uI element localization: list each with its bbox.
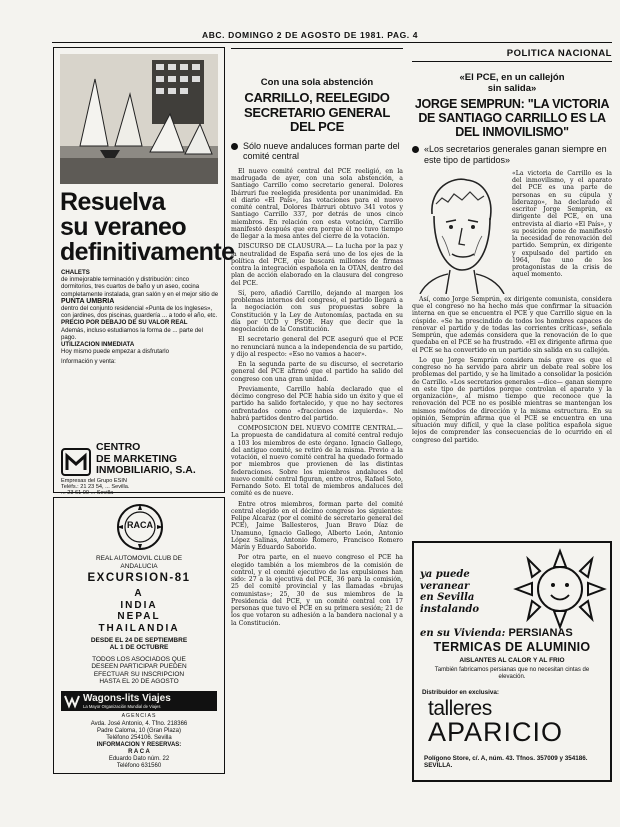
article2-bullet-text: «Los secretarios generales ganan siempre en este tipo de partidos» (424, 144, 607, 165)
article2-side-text: «La victoria de Carrillo es la del inmovilismo, y el aparato del PCE es una parte de personas en su cúpula y liderazgo», ha declarado el escritor Jorge Semprún, ex dirigente del PCE, en una entrevista al diario «El País», y su posición pone de manifiesto la necesidad de renovación del partido. Semprún, ex dirigente y expulsado del partido en 1964, fue uno de los protagonistas de la crisis de aquel momento. (512, 169, 612, 279)
section-rule (412, 61, 612, 62)
article-carrillo (231, 48, 403, 813)
aparicio-intro-2: veranear (420, 580, 470, 592)
raca-addr-1: Avda. José Antonio, 4. Tfno. 218366 (90, 721, 188, 727)
ad-resuelva (53, 47, 235, 497)
sailboats-photo (60, 54, 218, 184)
raca-club-1: REAL AUTOMOVIL CLUB DE (95, 555, 183, 562)
article1-top-rule (231, 48, 403, 49)
ad-company-2: DE MARKETING (96, 452, 178, 465)
article2-kicker-1: «El PCE, en un callejón (459, 72, 565, 84)
ad-headline-3: definitivamente (60, 238, 235, 266)
aparicio-intro-1: ya puede (420, 569, 470, 580)
article1-bullet-text: Sólo nueve andaluces forman parte del comité central (243, 140, 400, 162)
wagons-name: Wagons-lits Viajes (83, 693, 171, 704)
wagons-agencies: AGENCIAS (121, 713, 157, 719)
bullet-icon (231, 143, 238, 150)
raca-addr-7: Teléfono 631560 (116, 763, 162, 769)
ad-chalets: CHALETS (61, 269, 90, 276)
cmi-logo (61, 448, 91, 476)
article-semprun (412, 48, 612, 538)
aparicio-product-2: TERMICAS DE ALUMINIO (433, 640, 591, 654)
raca-dest-2: NEPAL (117, 611, 161, 622)
article2-title: JORGE SEMPRUN: "LA VICTORIA DE SANTIAGO CARRILLO ES LA DEL INMOVILISMO" (414, 97, 610, 140)
section-label: POLITICA NACIONAL (506, 48, 612, 59)
ad-text-2: dentro del conjunto residencial «Punta de los Ingleses», con jardines, dos piscinas, guardería ... a todo el año, etc. (61, 305, 218, 320)
article1-bullet (231, 141, 403, 162)
raca-addr-3: Teléfono 254106. Sevilla (106, 735, 172, 741)
article1-para: Por otra parte, en el nuevo congreso el PCE ha elegido también a los miembros de la comisión de control, y el comité ejecutivo de las expulsiones han sido: 27 a la ejecutiva del PCE, 36 para la comisión, 25 del comité provincial y las llamadas «brujas comunistas»; 25, 30 de sus miembros de la Presidencia del PCE, y un comité central con 17 personas que tuvo el PCE en su primera sesión; 21 de los que votaron su adhesión a la bandera nacional y a la Constitución. (231, 554, 403, 627)
raca-addr-2: Padre Caloma, 10 (Gran Plaza) (96, 728, 182, 734)
ad-footer-2: Teléfs.: 21 23 54, ... Sevilla. (61, 484, 130, 491)
ad-footer-1: Empresas del Grupo ESIN (61, 478, 127, 484)
raca-notice-2: DESEEN PARTICIPAR PUEDEN (91, 663, 187, 671)
article2-kicker-2: sin salida» (487, 83, 537, 95)
wagons-lits-icon (64, 693, 80, 709)
ad-punta-umbria: PUNTA UMBRIA (61, 297, 115, 305)
raca-date-2: AL 1 DE OCTUBRE (109, 644, 169, 652)
ad-company-1: CENTRO (96, 441, 141, 453)
semprun-portrait (412, 170, 508, 294)
article1-para: COMPOSICION DEL NUEVO COMITE CENTRAL.— La propuesta de candidatura al comité central redujo a 103 los miembros de este órgano. Ignacio Gallego, del antiguo comité, se retiró de la misma. Previo a la votación, el nuevo comité central ha quedado formado por miembros que provienen de las distintas federaciones. Sobre los miembros andaluces del nuevo comité central figuran, entre otros, Rafael Soto, Fernando Soto. El total de miembros andaluces del comité es de nueve. (231, 425, 403, 498)
article1-para: Entre otros miembros, forman parte del comité central elegido en el décimo congreso los siguientes: Felipe Alcaraz (por el comité de secretario general del PCE), Jaime Ballesteros, Juan Bravo Díaz de Unamuno, Ignacio Gallego, Alberto León, Antonio López Salinas, Antonio Romero, Francisco Romero Marín y Eduardo Saborido. (231, 500, 403, 552)
header-rule (52, 42, 612, 43)
ad-utilizacion: UTILIZACION INMEDIATA (61, 341, 135, 349)
aparicio-intro-4: instalando (420, 603, 480, 615)
ad-text-1: de inmejorable terminación y distribución: cinco dormitorios, tres cuartos de baño y un aseo, cocina completamente instalada, gran salón y en el mejor sitio de (61, 276, 219, 298)
article2-para: Así, como Jorge Semprún, ex dirigente comunista, considera que el congreso no ha hecho más que confirmar la situación interna en que se encuentra el PCE y que Carrillo sigue en la cúspide. «Se ha prescindido de todos los hombres capaces de renovar el partido y de todas las corrientes críticas», señala Semprún, que además considera que la renovación de lo que quedaba en el PCE se ha frustrado. «El ex dirigente afirma que el PCE se ha convertido en un partido sin salida en su callejón. (412, 295, 612, 354)
sun-icon (510, 547, 610, 631)
article1-para: DISCURSO DE CLAUSURA.— La lucha por la paz y la neutralidad de España será uno de los ejes de la política del PCE, que buscará millones de firmas contra la integración española en la OTAN, dentro del plan de acción elaborado en la clausura del congreso del PCE. (231, 243, 403, 287)
raca-dest-3: THAILANDIA (98, 622, 180, 634)
raca-notice-1: TODOS LOS ASOCIADOS QUE (92, 656, 186, 663)
article2-para: Lo que Jorge Semprún considera más grave es que el congreso no ha servido para abrir un debate real sobre los problemas del partido, y se ha limitado a consolidar la posición de Carrillo. «Los secretarios generales —dice— ganan siempre en este tipo de partidos porque controlan el aparato y la organización», al mismo tiempo que reconoce que la renovación del PCE no es posible mientras se mantengan los mismos métodos de dirección y la misma estructura. En su opinión, Semprún afirma que el PCE se encuentra en una situación muy difícil, y que la clase política española sigue lejos de comprender las consecuencias de lo ocurrido en el congreso del partido. (412, 356, 612, 444)
article1-para: Previamente, Carrillo había declarado que el décimo congreso del PCE había sido un éxito y que el partido ha salido fortalecido, y que no hay sectores enfrentados como «fracciones de izquierda». No habrá partidos dentro del partido. (231, 385, 403, 422)
aparicio-address: Polígono Store, c/. A, núm. 43. Tfnos. 357009 y 354186. SEVILLA. (424, 755, 588, 770)
ad-company-3: INMOBILIARIO, S.A. (96, 464, 196, 476)
ad-raca (53, 497, 225, 774)
aparicio-product-1: PERSIANAS (508, 627, 573, 639)
ad-aparicio (412, 541, 612, 782)
raca-dest-1: INDIA (120, 599, 158, 611)
article1-para: El nuevo comité central del PCE reeligió, en la madrugada de ayer, con una sola abstención, a Santiago Carrillo como secretario general. Dolores Ibárruri fue reelegida presidenta por unanimidad. En el diario «El País», las votaciones para el nuevo comité central, Dolores Ibárruri obtuvo 341 votos y Santiago Carrillo 337, por detrás de unos cinco miembros. En relación con esta votación, Carrillo manifestó después que era porque él no tuvo tiempo de llegar a la mesa antes del cierre de la votación. (231, 167, 403, 241)
raca-a: A (134, 588, 144, 599)
ad-headline-2: su veraneo (60, 213, 187, 241)
article1-para: Sí, pero, añadió Carrillo, dejando al margen los problemas internos del congreso, el partido llegará a la negociación con sus propuestas sobre la Constitución y la Ley de Autonomías, pactada en su día por UCD y PSOE. Hay que decir que la negociación de la Constitución. (231, 289, 403, 334)
raca-addr-4: INFORMACION Y RESERVAS: (96, 742, 182, 748)
article1-kicker: Con una sola abstención (260, 77, 374, 89)
aparicio-intro-5: en su Vivienda: (420, 628, 506, 639)
wagons-sub: La Mayor Organización Mundial de Viajes (83, 704, 161, 709)
raca-club-2: ANDALUCIA (120, 562, 158, 570)
aparicio-dist: Distribuidor en exclusiva: (422, 689, 499, 696)
ad-footer-3: ... 23 61 00 ... Sevilla (61, 490, 114, 497)
article1-para: El secretario general del PCE aseguró que el PCE no renunciará nunca a la independencia de su partido, y dijo al respecto: «Eso no vamos a hacer». (231, 336, 403, 358)
raca-notice-3: EFECTUAR SU INSCRIPCION (93, 670, 185, 678)
ad-headline-1: Resuelva (60, 188, 165, 216)
aparicio-note: También fabricamos persianas que no necesitan cintas de elevación. (434, 667, 590, 680)
page-header: ABC. DOMINGO 2 DE AGOSTO DE 1981. PAG. 4 (201, 30, 419, 40)
bullet-icon (412, 146, 419, 153)
article2-bullet (412, 144, 612, 164)
raca-addr-6: Eduardo Dato núm. 22 (108, 756, 170, 762)
aparicio-brand-1: talleres (428, 697, 492, 720)
raca-notice-4: HASTA EL 20 DE AGOSTO (99, 677, 179, 685)
aparicio-intro-3: en Sevilla (420, 592, 475, 603)
article1-title: CARRILLO, REELEGIDO SECRETARIO GENERAL DEL PCE (243, 90, 391, 135)
ad-text-4: Hoy mismo puede empezar a disfrutarlo (61, 348, 170, 356)
ad-text-3: Además, incluso estudiamos la forma de ... parte del pago. (61, 326, 203, 341)
ad-photo (60, 54, 218, 184)
raca-logo-text: RACA (127, 520, 153, 530)
raca-date-1: DESDE EL 24 DE SEPTIEMBRE (90, 637, 188, 644)
wagons-logo (61, 691, 217, 711)
ad-precio: PRECIO POR DEBAJO DE SU VALOR REAL (61, 319, 188, 327)
raca-title: EXCURSION-81 (87, 572, 191, 584)
aparicio-claim: AISLANTES AL CALOR Y AL FRIO (459, 657, 565, 664)
article1-para: En la segunda parte de su discurso, el secretario general del PCE afirmó que el partido ha salido del congreso con una gran unidad. (231, 361, 403, 383)
aparicio-brand-2: APARICIO (428, 717, 564, 747)
ad-info: Información y venta: (61, 358, 116, 366)
raca-addr-5: R A C A (128, 749, 150, 755)
